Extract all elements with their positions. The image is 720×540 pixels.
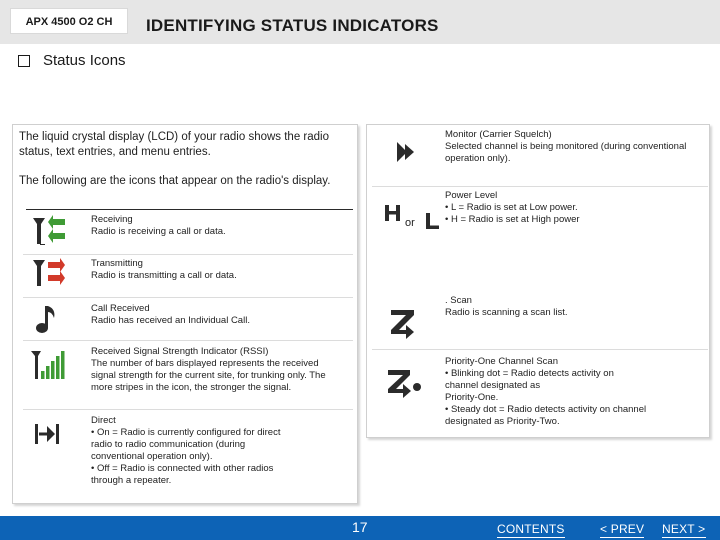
item-desc-line: Selected channel is being monitored (during conventional [445, 141, 687, 152]
prev-link[interactable]: < PREV [600, 522, 645, 536]
priority-scan-icon [384, 364, 424, 404]
next-underline [662, 537, 706, 538]
list-item-direct [23, 410, 353, 502]
list-item-receiving [23, 210, 353, 254]
item-desc-line: radio to radio communication (during [91, 439, 246, 450]
list-item-rssi [23, 341, 353, 409]
intro-text-1 [19, 130, 329, 160]
divider [372, 349, 708, 350]
rssi-icon [27, 347, 67, 387]
transmitting-text [91, 258, 237, 282]
item-desc: Radio is receiving a call or data. [91, 226, 226, 237]
item-desc-line: • Off = Radio is connected with other radios [91, 463, 274, 474]
section-heading [18, 52, 126, 69]
item-desc-line: designated as Priority-Two. [445, 416, 560, 427]
list-item-scan [372, 292, 708, 344]
item-desc-line: channel designated as [445, 380, 541, 391]
item-title: Power Level [445, 190, 498, 201]
list-item-monitor [372, 126, 708, 184]
item-desc-line: • Steady dot = Radio detects activity on channel [445, 404, 647, 415]
scan-icon [384, 304, 424, 344]
contents-underline [497, 537, 565, 538]
page-title: IDENTIFYING STATUS INDICATORS [146, 16, 439, 35]
call-received-text [91, 303, 250, 327]
item-desc-line: The number of bars displayed represents the received [91, 358, 319, 369]
intro-line-1: The liquid crystal display (LCD) of your radio shows the radio [19, 131, 329, 143]
monitor-icon [384, 132, 424, 172]
item-title: Received Signal Strength Indicator (RSSI) [91, 346, 269, 357]
list-item-power-level [372, 187, 708, 287]
intro-text-2: The following are the icons that appear on the radio's display. [19, 175, 331, 187]
contents-link[interactable]: CONTENTS [497, 522, 565, 536]
call-received-icon [27, 300, 67, 340]
item-desc-line: • On = Radio is currently configured for direct [91, 427, 281, 438]
list-item-transmitting [23, 255, 353, 297]
priority-scan-text [445, 356, 646, 428]
checkbox-bullet-icon [18, 55, 30, 67]
scan-text [445, 295, 568, 319]
item-desc-line: operation only). [445, 153, 511, 164]
item-desc: Radio has received an Individual Call. [91, 315, 250, 326]
section-title: Status Icons [43, 52, 126, 69]
next-link[interactable]: NEXT > [662, 522, 706, 536]
receiving-text [91, 214, 226, 238]
item-desc-line: • Blinking dot = Radio detects activity on [445, 368, 614, 379]
page-number: 17 [352, 519, 368, 535]
direct-icon [27, 414, 67, 454]
item-title: Receiving [91, 214, 133, 225]
transmitting-icon [27, 256, 67, 296]
footer-bar [0, 516, 720, 540]
item-title: Direct [91, 415, 116, 426]
item-title: Transmitting [91, 258, 143, 269]
item-desc-line: signal strength for the current site, for trunking only. The [91, 370, 326, 381]
rssi-text [91, 346, 326, 394]
item-desc: Radio is transmitting a call or data. [91, 270, 237, 281]
item-title: Priority-One Channel Scan [445, 356, 558, 367]
power-level-text [445, 190, 580, 226]
item-title: Monitor (Carrier Squelch) [445, 129, 552, 140]
list-item-call-received [23, 298, 353, 340]
item-desc-line: Radio is scanning a scan list. [445, 307, 568, 318]
prev-underline [600, 537, 644, 538]
item-title: . Scan [445, 295, 472, 306]
item-desc-line: more stripes in the icon, the stronger the signal. [91, 382, 292, 393]
receiving-icon [27, 212, 67, 252]
item-desc-line: • H = Radio is set at High power [445, 214, 580, 225]
item-desc-line: through a repeater. [91, 475, 172, 486]
item-desc-line: Priority-One. [445, 392, 499, 403]
direct-text [91, 415, 280, 487]
intro-line-2: status, text entries, and menu entries. [19, 146, 211, 158]
or-text: or [405, 217, 415, 229]
item-desc-line: • L = Radio is set at Low power. [445, 202, 578, 213]
model-label: APX 4500 O2 CH [10, 8, 128, 34]
list-item-priority-scan [372, 352, 708, 436]
monitor-text [445, 129, 686, 165]
item-desc-line: conventional operation only). [91, 451, 213, 462]
item-title: Call Received [91, 303, 150, 314]
